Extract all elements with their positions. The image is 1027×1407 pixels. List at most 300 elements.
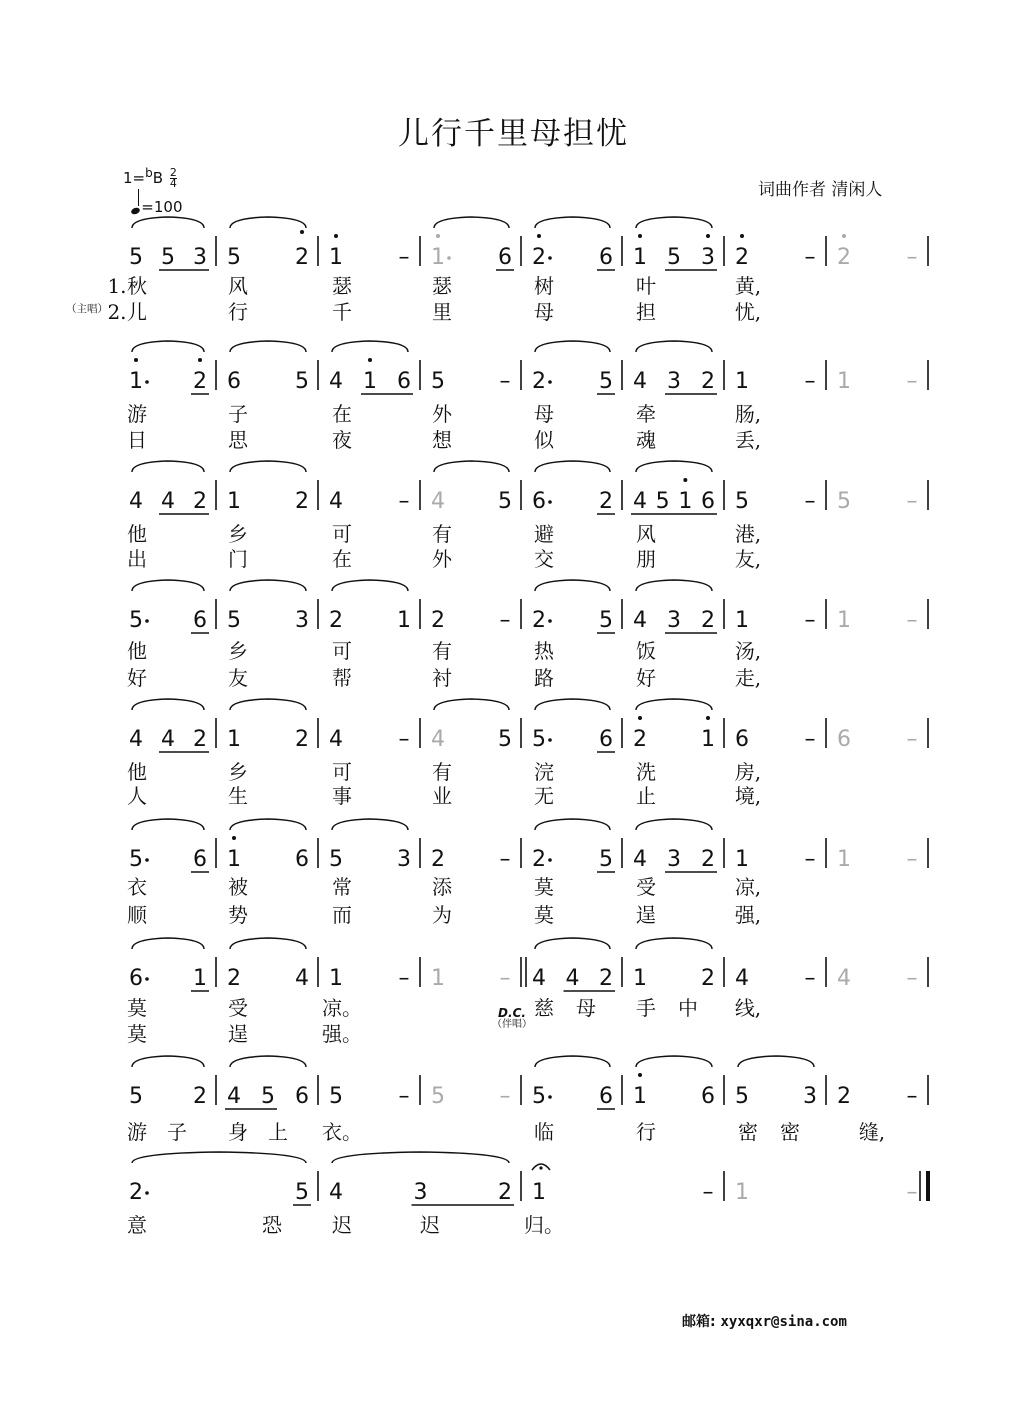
dash-hold: – — [398, 1084, 410, 1109]
lyric-character: 他 — [127, 639, 147, 663]
slur — [332, 819, 408, 830]
lyric-character: 手 — [636, 996, 656, 1020]
lyric-character: 港, — [734, 522, 762, 546]
lyric-character: 他 — [127, 760, 147, 784]
jianpu-note: 6 — [532, 489, 546, 514]
lyric-character: 乡 — [228, 639, 248, 663]
jianpu-note: 1 — [227, 489, 241, 514]
dash-hold: – — [499, 847, 511, 872]
time-denominator: 4 — [169, 177, 177, 190]
slur — [230, 938, 306, 949]
jianpu-note: 2 — [295, 727, 309, 752]
jianpu-note: 5 — [261, 1084, 275, 1109]
augmentation-dot — [548, 380, 552, 384]
lyric-character: 临 — [534, 1120, 554, 1144]
jianpu-note: 4 — [532, 966, 546, 991]
lyric-character: 缝, — [858, 1120, 886, 1144]
lyric-character: 叶 — [636, 274, 656, 298]
dash-hold: – — [398, 727, 410, 752]
slur — [230, 341, 306, 352]
jianpu-note: 2 — [329, 608, 343, 633]
lyric-character: 他 — [127, 522, 147, 546]
lyric-character: 生 — [228, 784, 248, 808]
jianpu-note: 5 — [655, 489, 670, 514]
lyric-character: 受 — [636, 875, 656, 899]
lyric-character: 风 — [228, 274, 248, 298]
jianpu-note: 1 — [129, 369, 143, 394]
lyric-character: 子 — [167, 1120, 187, 1144]
lyric-character: 无 — [534, 784, 554, 808]
lyric-character: 人 — [127, 784, 147, 808]
jianpu-note: 2 — [532, 369, 546, 394]
jianpu-note: 1 — [735, 1180, 749, 1205]
jianpu-note: 6 — [701, 489, 715, 514]
dash-hold: – — [906, 245, 918, 270]
slur — [132, 461, 204, 472]
jianpu-note: 4 — [227, 1084, 241, 1109]
jianpu-note: 2 — [193, 1084, 207, 1109]
slur — [434, 461, 509, 472]
jianpu-note: 6 — [193, 608, 207, 633]
jianpu-note: 4 — [329, 1180, 343, 1205]
lyric-character: 衣。 — [322, 1120, 362, 1144]
lead-singer-label: （主唱） — [66, 303, 108, 315]
jianpu-note: 5 — [295, 1180, 309, 1205]
jianpu-note: 2 — [431, 847, 445, 872]
jianpu-note: 2 — [227, 966, 241, 991]
jianpu-note: 2 — [701, 369, 715, 394]
lyric-character: 添 — [432, 875, 452, 899]
jianpu-note: 2 — [129, 1180, 143, 1205]
lyric-character: 母 — [534, 300, 554, 324]
high-octave-dot — [232, 836, 236, 840]
lyric-character: 夜 — [332, 428, 352, 452]
lyric-character: 里 — [432, 300, 452, 324]
lyric-character: 瑟 — [432, 274, 452, 298]
fermata-dot — [539, 1166, 542, 1169]
slur — [535, 580, 610, 591]
time-numerator: 2 — [169, 166, 177, 179]
lyric-character: 受 — [228, 996, 248, 1020]
slur — [332, 341, 408, 352]
jianpu-note: 2 — [701, 847, 715, 872]
jianpu-note: 2 — [599, 489, 613, 514]
lyric-character: 母 — [576, 996, 596, 1020]
jianpu-note: 1 — [329, 966, 343, 991]
lyric-character: 乡 — [228, 522, 248, 546]
slur — [230, 217, 306, 228]
jianpu-note: 2 — [837, 245, 851, 270]
lyric-character: 黄, — [734, 274, 762, 298]
jianpu-note: 6 — [397, 369, 411, 394]
jianpu-note: 3 — [397, 847, 411, 872]
lyric-character: 儿 — [127, 300, 147, 324]
slur — [132, 1152, 306, 1163]
jianpu-note: 5 — [431, 369, 445, 394]
lyric-character: 境, — [734, 784, 762, 808]
lyric-character: 凉。 — [322, 996, 362, 1020]
lyric-character: 为 — [432, 903, 452, 927]
jianpu-note: 3 — [295, 608, 309, 633]
jianpu-note: 1 — [701, 727, 715, 752]
augmentation-dot — [145, 380, 149, 384]
slur — [636, 699, 712, 710]
dash-hold: – — [804, 727, 816, 752]
slur — [636, 217, 712, 228]
jianpu-note: 3 — [667, 847, 681, 872]
jianpu-note: 4 — [633, 489, 647, 514]
lyric-character: 被 — [228, 875, 248, 899]
augmentation-dot — [145, 1191, 149, 1195]
lyric-character: 密 — [780, 1120, 800, 1144]
lyric-character: 业 — [432, 784, 452, 808]
lyric-character: 迟 — [420, 1213, 440, 1237]
slur — [535, 938, 610, 949]
dash-hold: – — [804, 966, 816, 991]
lyric-character: 衬 — [432, 666, 452, 690]
jianpu-note: 2 — [701, 608, 715, 633]
lyric-character: 日 — [127, 428, 147, 452]
lyric-character: 在 — [332, 547, 352, 571]
jianpu-note: 5 — [735, 1084, 749, 1109]
jianpu-note: 1 — [837, 847, 851, 872]
slur — [636, 819, 712, 830]
jianpu-note: 2 — [701, 966, 715, 991]
high-octave-dot — [198, 358, 202, 362]
lyric-character: 强, — [734, 903, 762, 927]
slur — [132, 699, 204, 710]
lyric-character: 热 — [534, 639, 554, 663]
jianpu-note: 1 — [193, 966, 207, 991]
jianpu-note: 5 — [295, 369, 309, 394]
lyric-character: 逞 — [636, 903, 656, 927]
slur — [230, 580, 306, 591]
lyric-character: 好 — [636, 666, 656, 690]
lyric-character: 担 — [636, 300, 656, 324]
slur — [535, 819, 610, 830]
lyric-character: 风 — [636, 522, 656, 546]
lyric-character: 恐 — [262, 1213, 282, 1237]
high-octave-dot — [436, 234, 440, 238]
lyric-character: 出 — [127, 547, 147, 571]
lyric-character: 上 — [268, 1120, 288, 1144]
lyric-character: 衣 — [127, 875, 147, 899]
dash-hold: – — [804, 847, 816, 872]
jianpu-note: 4 — [633, 369, 647, 394]
slur — [738, 1056, 814, 1067]
dc-marking: D.C. — [498, 1006, 526, 1020]
lyric-character: 顺 — [127, 903, 147, 927]
jianpu-note: 2 — [431, 608, 445, 633]
octave-dot — [300, 230, 304, 234]
lyric-character: 慈 — [534, 996, 554, 1020]
jianpu-note: 4 — [837, 966, 851, 991]
slur — [636, 461, 712, 472]
jianpu-note: 1 — [633, 1084, 647, 1109]
high-octave-dot — [368, 358, 372, 362]
slur — [132, 341, 204, 352]
lyric-character: 饭 — [636, 639, 656, 663]
jianpu-note: 1 — [735, 847, 749, 872]
jianpu-note: 5 — [227, 608, 241, 633]
dash-hold: – — [398, 245, 410, 270]
lyric-character: 交 — [534, 547, 554, 571]
jianpu-note: 5 — [498, 727, 512, 752]
jianpu-note: 5 — [129, 847, 143, 872]
high-octave-dot — [706, 234, 710, 238]
lyric-character: 游 — [127, 402, 147, 426]
lyric-character: 行 — [228, 300, 248, 324]
lyric-character: 有 — [432, 760, 452, 784]
slur — [230, 699, 306, 710]
jianpu-note: 3 — [701, 245, 715, 270]
lyric-character: 可 — [332, 639, 352, 663]
jianpu-note: 6 — [599, 1084, 613, 1109]
lyric-character: 中 — [678, 996, 698, 1020]
lyric-character: 想 — [432, 428, 452, 452]
jianpu-note: 6 — [735, 727, 749, 752]
dash-hold: – — [906, 489, 918, 514]
lyric-character: 游 — [127, 1120, 147, 1144]
verse-number: 2. — [107, 300, 127, 324]
slur — [535, 341, 610, 352]
slur — [230, 461, 306, 472]
jianpu-note: 2 — [193, 369, 207, 394]
tempo-value: =100 — [141, 198, 183, 216]
lyric-character: 迟 — [332, 1213, 352, 1237]
augmentation-dot — [447, 256, 451, 260]
jianpu-note: 2 — [295, 489, 309, 514]
jianpu-note: 5 — [329, 847, 343, 872]
jianpu-note: 4 — [129, 489, 143, 514]
lyric-character: 房, — [734, 760, 762, 784]
flat-sign: b — [145, 166, 153, 180]
jianpu-note: 6 — [227, 369, 241, 394]
jianpu-note: 1 — [431, 245, 445, 270]
jianpu-note: 1 — [329, 245, 343, 270]
lyric-character: 浣 — [534, 760, 554, 784]
key-prefix: 1= — [123, 169, 146, 187]
lyric-character: 意 — [127, 1213, 147, 1237]
jianpu-note: 4 — [565, 966, 580, 991]
jianpu-note: 2 — [193, 489, 207, 514]
slur — [230, 1056, 306, 1067]
lyric-character: 密 — [738, 1120, 758, 1144]
lyric-character: 洗 — [636, 760, 656, 784]
jianpu-note: 4 — [431, 727, 445, 752]
jianpu-note: 5 — [599, 369, 613, 394]
lyric-character: 瑟 — [332, 274, 352, 298]
contact-email — [682, 1311, 847, 1331]
jianpu-note: 5 — [837, 489, 851, 514]
slur — [636, 938, 712, 949]
high-octave-dot — [134, 358, 138, 362]
lyric-character: 强。 — [322, 1022, 362, 1046]
high-octave-dot — [740, 234, 744, 238]
augmentation-dot — [548, 619, 552, 623]
lyric-character: 似 — [534, 428, 554, 452]
lyric-character: 子 — [228, 402, 248, 426]
slur — [636, 580, 712, 591]
lyric-character: 门 — [228, 547, 248, 571]
lyric-character: 避 — [534, 522, 554, 546]
slur — [332, 1152, 509, 1163]
augmentation-dot — [548, 256, 552, 260]
slur — [535, 1056, 610, 1067]
lyric-character: 行 — [636, 1120, 656, 1144]
lyric-character: 归。 — [524, 1213, 564, 1237]
jianpu-note: 4 — [329, 489, 343, 514]
lyric-character: 凉, — [734, 875, 762, 899]
jianpu-note: 2 — [735, 245, 749, 270]
lyric-character: 莫 — [127, 996, 147, 1020]
jianpu-note: 6 — [701, 1084, 715, 1109]
lyric-character: 可 — [332, 760, 352, 784]
key-note: B — [152, 169, 164, 187]
jianpu-note: 3 — [667, 608, 681, 633]
dash-hold: – — [906, 727, 918, 752]
augmentation-dot — [548, 858, 552, 862]
lyric-character: 走, — [734, 666, 762, 690]
slur — [535, 217, 610, 228]
jianpu-note: 1 — [633, 966, 647, 991]
slur — [636, 341, 712, 352]
high-octave-dot — [683, 478, 687, 482]
jianpu-note: 3 — [667, 369, 681, 394]
jianpu-note: 1 — [735, 369, 749, 394]
augmentation-dot — [145, 619, 149, 623]
lyric-character: 有 — [432, 639, 452, 663]
lyric-character: 魂 — [636, 428, 656, 452]
jianpu-note: 2 — [532, 847, 546, 872]
dash-hold: – — [398, 489, 410, 514]
jianpu-note: 5 — [161, 245, 175, 270]
high-octave-dot — [638, 1073, 642, 1077]
slur — [434, 699, 509, 710]
jianpu-note: 4 — [735, 966, 749, 991]
jianpu-note: 6 — [193, 847, 207, 872]
lyric-character: 思 — [228, 428, 248, 452]
jianpu-note: 5 — [431, 1084, 445, 1109]
jianpu-note: 6 — [599, 727, 613, 752]
slur — [230, 819, 306, 830]
jianpu-note: 3 — [413, 1180, 428, 1205]
email-label: 邮箱: — [682, 1314, 716, 1330]
accompany-label: （伴唱） — [492, 1019, 532, 1030]
dash-hold: – — [906, 1084, 918, 1109]
jianpu-note: 4 — [633, 608, 647, 633]
lyric-character: 帮 — [332, 666, 352, 690]
augmentation-dot — [548, 738, 552, 742]
lyric-character: 可 — [332, 522, 352, 546]
lyric-character: 逞 — [228, 1022, 248, 1046]
jianpu-note: 4 — [161, 489, 175, 514]
jianpu-note: 2 — [837, 1084, 851, 1109]
jianpu-note: 1 — [678, 489, 693, 514]
lyric-character: 外 — [432, 402, 452, 426]
jianpu-note: 6 — [837, 727, 851, 752]
jianpu-note: 5 — [667, 245, 681, 270]
dash-hold: – — [804, 608, 816, 633]
jianpu-note: 1 — [397, 608, 411, 633]
dash-hold: – — [906, 369, 918, 394]
lyric-character: 莫 — [534, 903, 554, 927]
high-octave-dot — [334, 234, 338, 238]
dash-hold: – — [804, 245, 816, 270]
high-octave-dot — [638, 234, 642, 238]
slur — [132, 217, 204, 228]
jianpu-note: 4 — [329, 369, 343, 394]
dash-hold: – — [499, 369, 511, 394]
lyric-character: 莫 — [534, 875, 554, 899]
jianpu-note: 2 — [532, 245, 546, 270]
jianpu-note: 4 — [329, 727, 343, 752]
slur — [535, 699, 610, 710]
high-octave-dot — [537, 234, 541, 238]
slur — [434, 217, 509, 228]
lyric-character: 有 — [432, 522, 452, 546]
jianpu-note: 1 — [735, 608, 749, 633]
augmentation-dot — [548, 500, 552, 504]
jianpu-note: 6 — [295, 1084, 309, 1109]
high-octave-dot — [638, 716, 642, 720]
jianpu-note: 5 — [129, 245, 143, 270]
dash-hold: – — [906, 966, 918, 991]
slur — [332, 580, 408, 591]
jianpu-note: 2 — [295, 245, 309, 270]
jianpu-note: 1 — [633, 245, 647, 270]
slur — [132, 819, 204, 830]
lyric-character: 友 — [228, 666, 248, 690]
lyric-character: 肠, — [734, 402, 762, 426]
dash-hold: – — [906, 847, 918, 872]
jianpu-note: 5 — [599, 847, 613, 872]
slur — [535, 461, 610, 472]
jianpu-note: 5 — [129, 608, 143, 633]
jianpu-note: 2 — [599, 966, 613, 991]
lyric-character: 势 — [228, 903, 248, 927]
jianpu-note: 1 — [227, 727, 241, 752]
jianpu-note: 1 — [837, 369, 851, 394]
lyric-character: 乡 — [228, 760, 248, 784]
dash-hold: – — [499, 1084, 511, 1109]
jianpu-note: 1 — [837, 608, 851, 633]
jianpu-note: 5 — [532, 727, 546, 752]
dash-hold: – — [499, 608, 511, 633]
jianpu-note: 4 — [161, 727, 175, 752]
jianpu-note: 2 — [498, 1180, 512, 1205]
dash-hold: – — [499, 966, 511, 991]
jianpu-note: 6 — [295, 847, 309, 872]
email-address: xyxqxr@sina.com — [720, 1314, 847, 1330]
lyric-character: 秋 — [127, 274, 147, 298]
jianpu-note: 5 — [329, 1084, 343, 1109]
lyric-character: 树 — [534, 274, 554, 298]
dash-hold: – — [906, 1180, 918, 1205]
jianpu-note: 3 — [193, 245, 207, 270]
jianpu-note: 6 — [129, 966, 143, 991]
jianpu-note: 5 — [227, 245, 241, 270]
dash-hold: – — [804, 489, 816, 514]
lyric-character: 常 — [332, 875, 352, 899]
lyric-character: 千 — [332, 300, 352, 324]
lyric-character: 忧, — [734, 300, 762, 324]
augmentation-dot — [145, 977, 149, 981]
jianpu-note: 5 — [532, 1084, 546, 1109]
verse-number: 1. — [107, 274, 127, 298]
lyric-character: 母 — [534, 402, 554, 426]
augmentation-dot — [548, 1095, 552, 1099]
